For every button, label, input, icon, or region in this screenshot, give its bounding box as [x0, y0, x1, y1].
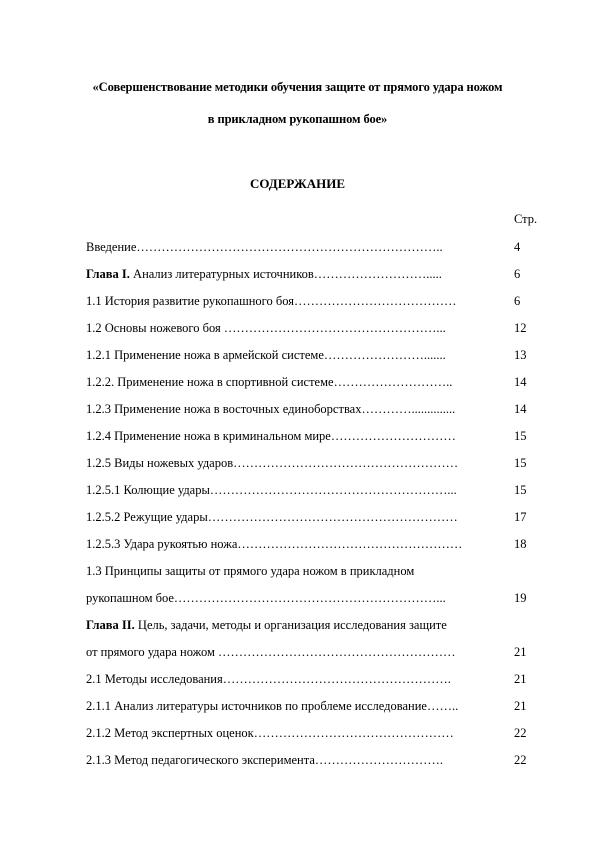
- toc-entry-text: 1.2.3 Применение ножа в восточных единоборствах…………..............: [86, 402, 456, 416]
- toc-entry-page: 15: [514, 456, 527, 470]
- toc-entry-page: 21: [514, 699, 527, 713]
- contents-heading: СОДЕРЖАНИЕ: [249, 176, 346, 191]
- toc-entry-text: 1.2 Основы ножевого боя ……………………………………………...: [86, 321, 446, 335]
- document-title-line-2: в прикладном рукопашном бое»: [207, 112, 388, 126]
- toc-entry-page: 22: [514, 726, 527, 740]
- toc-entry-page: 15: [514, 429, 527, 443]
- toc-entry-text: от прямого удара ножом …………………………………………………: [86, 645, 456, 659]
- toc-entry-page: 13: [514, 348, 527, 362]
- toc-entry-page: 18: [514, 537, 527, 551]
- toc-entry-text: 1.2.5.1 Колющие удары…………………………………………………...: [86, 483, 457, 497]
- toc-entry-text: рукопашном бое………………………………………………………...: [86, 591, 446, 605]
- toc-entry-page: 6: [514, 267, 521, 281]
- toc-entry-text: 2.1.1 Анализ литературы источников по проблеме исследование……..: [86, 699, 459, 713]
- toc-entry-text: 2.1.3 Метод педагогического эксперимента………………………….: [86, 753, 444, 767]
- toc-entry-text: 1.2.4 Применение ножа в криминальном мире…………………………: [86, 429, 456, 443]
- toc-entry-text: 1.2.1 Применение ножа в армейской системе…………………….......: [86, 348, 446, 362]
- toc-entry-page: 4: [514, 240, 521, 254]
- toc-entry-page: 15: [514, 483, 527, 497]
- toc-entry-page: 6: [514, 294, 521, 308]
- toc-entry-text: 1.2.5 Виды ножевых ударов………………………………………………: [86, 456, 459, 470]
- toc-entry-page: 14: [514, 375, 527, 389]
- toc-entry-page: 14: [514, 402, 527, 416]
- toc-entry-text: 2.1 Методы исследования……………………………………………….: [86, 672, 451, 686]
- toc-entry-text: 1.2.5.2 Режущие удары……………………………………………………: [86, 510, 458, 524]
- document-title-line-1: «Совершенствование методики обучения защите от прямого удара ножом: [92, 80, 503, 94]
- toc-entry-text: Глава I. Анализ литературных источников……………………….....: [86, 267, 442, 281]
- toc-entry-page: 22: [514, 753, 527, 767]
- toc-entry-text: 1.2.2. Применение ножа в спортивной системе………………………..: [86, 375, 453, 389]
- toc-entry-text: 2.1.2 Метод экспертных оценок…………………………………………: [86, 726, 454, 740]
- toc-entry-text: Введение………………………………………………………………..: [86, 240, 443, 254]
- toc-entry-text: 1.1 История развитие рукопашного боя…………………………………: [86, 294, 457, 308]
- toc-entry-page: 21: [514, 672, 527, 686]
- toc-entry-page: 21: [514, 645, 527, 659]
- toc-entry-text: 1.2.5.3 Удара рукоятью ножа………………………………………………: [86, 537, 463, 551]
- toc-entry-page: 17: [514, 510, 527, 524]
- toc-entry-page: 12: [514, 321, 527, 335]
- toc-entry-text: 1.3 Принципы защиты от прямого удара ножом в прикладном: [86, 564, 415, 578]
- page-column-label: Стр.: [514, 212, 538, 226]
- toc-entry-page: 19: [514, 591, 527, 605]
- toc-entry-text: Глава II. Цель, задачи, методы и организация исследования защите: [86, 618, 447, 632]
